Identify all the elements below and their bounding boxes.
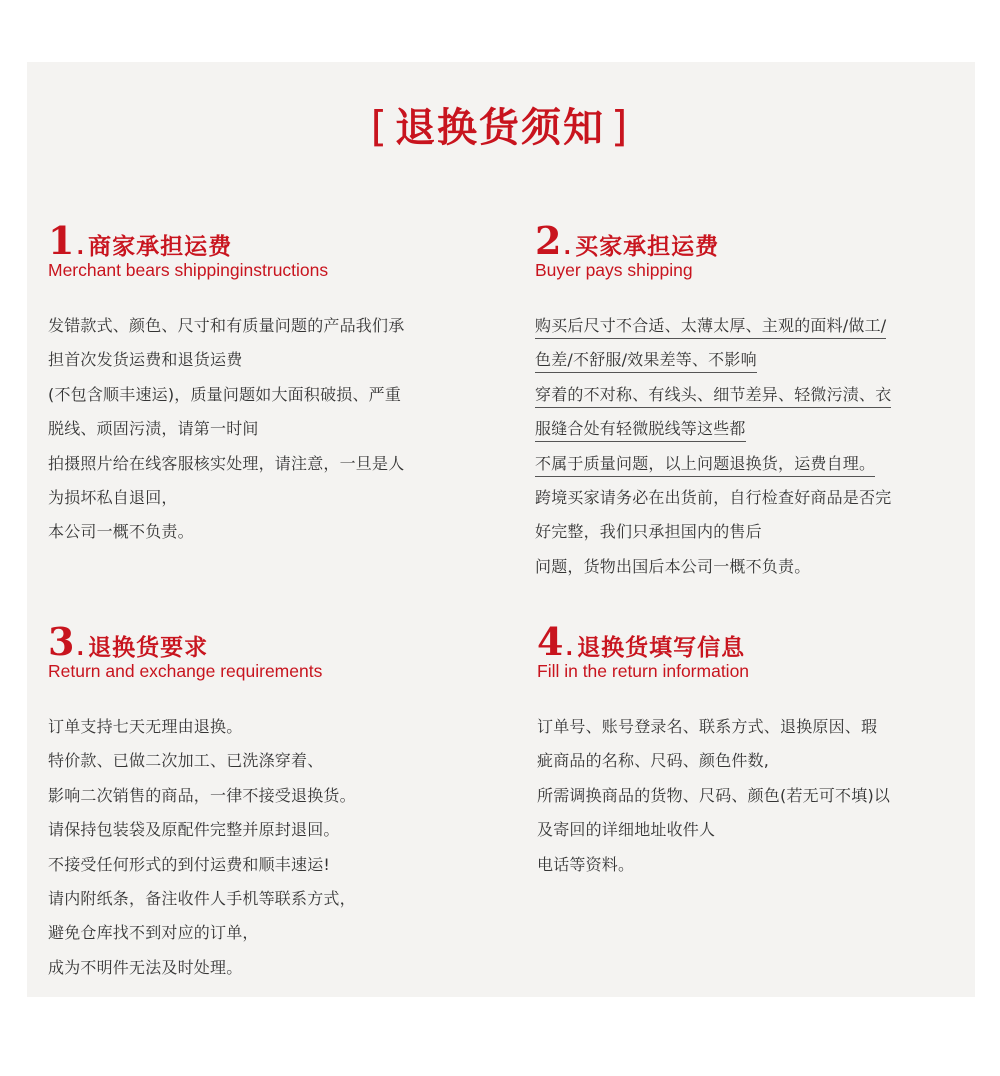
body-line — [48, 412, 478, 446]
body-line — [48, 848, 478, 882]
section-return-requirements — [48, 619, 478, 985]
body-line — [537, 744, 967, 778]
body-line-text: 请保持包装袋及原配件完整并原封退回。 — [48, 820, 340, 840]
section-heading — [48, 619, 478, 664]
section-number-dot: . — [565, 636, 574, 660]
section-body — [535, 309, 965, 584]
page-title — [0, 96, 1000, 153]
title-bracket-close: ] — [611, 102, 630, 151]
body-line-text: 成为不明件无法及时处理。 — [48, 957, 243, 977]
body-line — [537, 710, 967, 744]
body-line — [48, 779, 478, 813]
body-line — [535, 550, 965, 584]
body-line — [535, 309, 965, 343]
body-line — [48, 882, 478, 916]
section-number-dot: . — [76, 636, 85, 660]
body-line — [535, 515, 965, 549]
body-line-text: 疵商品的名称、尺码、颜色件数, — [537, 751, 770, 771]
body-line-text: 发错款式、颜色、尺寸和有质量问题的产品我们承 — [48, 316, 405, 335]
body-line — [48, 481, 478, 515]
body-line — [48, 447, 478, 481]
body-line — [48, 515, 478, 549]
section-title: 商家承担运费 — [88, 234, 233, 260]
body-line — [535, 412, 965, 446]
body-line-text: 为损坏私自退回， — [48, 487, 178, 507]
section-title: 退换货填写信息 — [577, 635, 746, 661]
body-line-text: 跨境买家请务必在出货前，自行检查好商品是否完 — [535, 487, 892, 507]
body-line-text: 电话等资料。 — [537, 854, 635, 874]
body-line — [48, 309, 478, 343]
body-line-text: 请内附纸条，备注收件人手机等联系方式， — [48, 888, 356, 908]
body-line-text: 避免仓库找不到对应的订单， — [48, 923, 259, 943]
body-line — [48, 951, 478, 985]
body-line-text: 问题，货物出国后本公司一概不负责。 — [535, 556, 811, 576]
body-line-text: 色差/不舒服/效果差等、不影响 — [535, 350, 757, 373]
body-line — [535, 343, 965, 377]
section-body — [48, 309, 478, 550]
section-merchant-pays — [48, 218, 478, 550]
body-line-text: 好完整，我们只承担国内的售后 — [535, 522, 762, 542]
section-subtitle: Merchant bears shippinginstructions — [48, 260, 329, 280]
section-return-info — [537, 619, 967, 882]
section-number: 2 — [535, 218, 562, 263]
body-line — [537, 848, 967, 882]
body-line-text: 本公司一概不负责。 — [48, 522, 194, 542]
body-line-text: 担首次发货运费和退货运费 — [48, 350, 243, 370]
section-subtitle: Buyer pays shipping — [535, 260, 693, 280]
body-line-text: 影响二次销售的商品，一律不接受退换货。 — [48, 785, 356, 805]
section-number: 4 — [537, 619, 564, 664]
body-line — [535, 378, 965, 412]
section-number-dot: . — [563, 235, 572, 259]
section-subtitle: Fill in the return information — [537, 661, 750, 681]
body-line — [537, 813, 967, 847]
body-line-text: 购买后尺寸不合适、太薄太厚、主观的面料/做工/ — [535, 316, 886, 339]
body-line-text: 脱线、顽固污渍，请第一时间 — [48, 419, 259, 439]
body-line — [48, 916, 478, 950]
section-heading — [48, 218, 478, 263]
body-line — [48, 744, 478, 778]
section-subtitle: Return and exchange requirements — [48, 661, 323, 681]
section-number: 3 — [48, 619, 75, 664]
title-bracket-open: [ — [370, 102, 389, 151]
body-line-text: 特价款、已做二次加工、已洗涤穿着、 — [48, 751, 324, 771]
body-line-text: 拍摄照片给在线客服核实处理，请注意，一旦是人 — [48, 453, 405, 473]
body-line-text: 不属于质量问题，以上问题退换货，运费自理。 — [535, 454, 875, 477]
section-heading — [535, 218, 965, 263]
body-line — [48, 813, 478, 847]
section-buyer-pays — [535, 218, 965, 584]
body-line — [48, 343, 478, 377]
body-line — [48, 378, 478, 412]
section-heading — [537, 619, 967, 664]
body-line — [535, 447, 965, 481]
section-title: 退换货要求 — [88, 635, 209, 661]
body-line — [48, 710, 478, 744]
section-body — [537, 710, 967, 882]
body-line-text: 订单号、账号登录名、联系方式、退换原因、瑕 — [537, 717, 878, 736]
section-number: 1 — [48, 218, 75, 263]
title-text: 退换货须知 — [395, 105, 605, 151]
body-line-text: 穿着的不对称、有线头、细节差异、轻微污渍、衣 — [535, 385, 891, 408]
section-number-dot: . — [76, 235, 85, 259]
body-line — [537, 779, 967, 813]
section-title: 买家承担运费 — [575, 234, 720, 260]
section-body — [48, 710, 478, 985]
body-line-text: 不接受任何形式的到付运费和顺丰速运! — [48, 854, 331, 874]
body-line-text: 所需调换商品的货物、尺码、颜色(若无可不填)以 — [537, 785, 891, 805]
body-line — [535, 481, 965, 515]
body-line-text: 及寄回的详细地址收件人 — [537, 820, 716, 840]
body-line-text: (不包含顺丰速运)，质量问题如大面积破损、严重 — [48, 384, 402, 404]
body-line-text: 订单支持七天无理由退换。 — [48, 717, 243, 736]
body-line-text: 服缝合处有轻微脱线等这些都 — [535, 419, 746, 442]
